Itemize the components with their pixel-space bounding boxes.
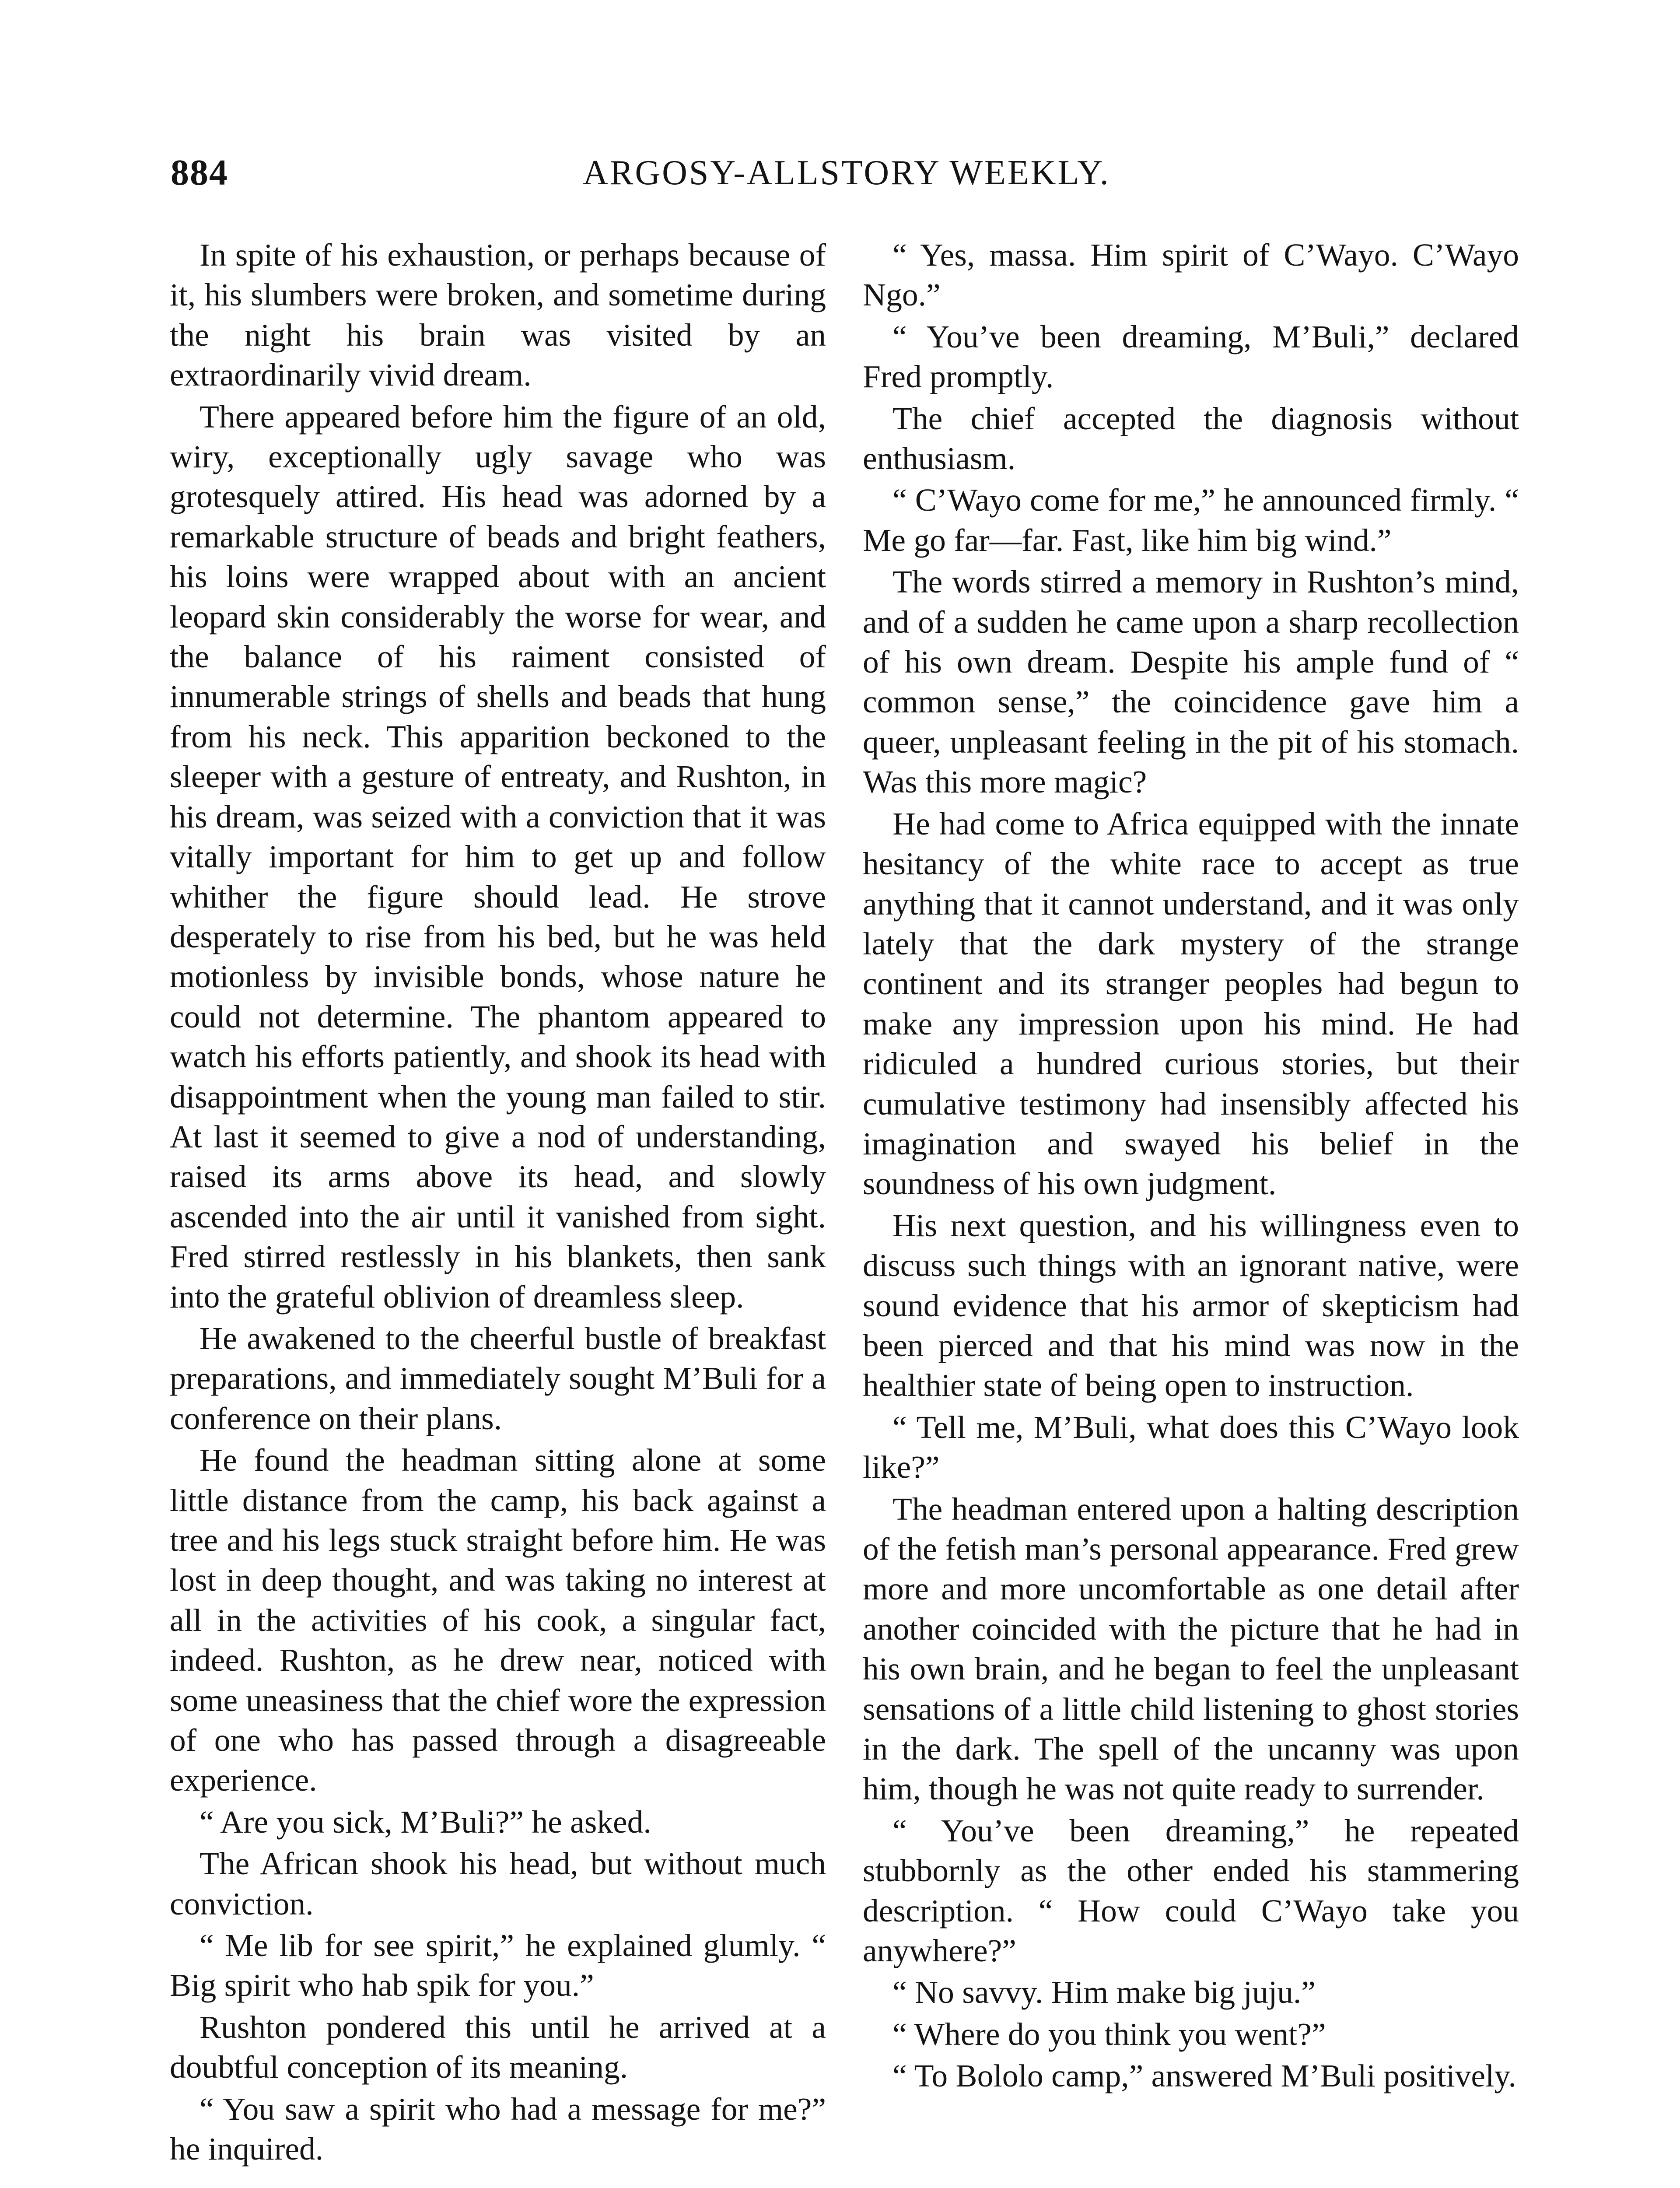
running-head: ARGOSY-ALLSTORY WEEKLY.	[583, 154, 1110, 192]
paragraph: He found the headman sitting alone at some little distance from the camp, his back against a tree and his legs stuck straight before him. He was lost in deep thought, and was taking no interest at all in the activities of his cook, a singular fact, indeed. Rushton, as he drew near, noticed with some uneasiness that the chief wore the expression of one who has passed through a disagreeable experience.	[170, 1442, 826, 1798]
paragraph: His next question, and his willingness even to discuss such things with an ignorant native, were sound evidence that his armor of skepticism had been pierced and that his mind was now in the healthier state of being open to instruction.	[863, 1207, 1519, 1403]
paragraph: “ You saw a spirit who had a message for me?” he inquired.	[170, 2091, 826, 2167]
left-column	[170, 235, 826, 2171]
page-header	[171, 147, 1522, 199]
paragraph: In spite of his exhaustion, or perhaps because of it, his slumbers were broken, and sometime during the night his brain was visited by an extraordinarily vivid dream.	[170, 237, 826, 393]
paragraph: He awakened to the cheerful bustle of breakfast preparations, and immediately sought M’Buli for a conference on their plans.	[170, 1320, 826, 1436]
paragraph: Rushton pondered this until he arrived at a doubtful conception of its meaning.	[170, 2009, 826, 2085]
page-number: 884	[171, 152, 228, 193]
paragraph: The headman entered upon a halting description of the fetish man’s personal appearance. Fred grew more and more uncomfortable as one detail after another coincided with the picture that he had in his own brain, and he began to feel the unpleasant sensations of a little child listening to ghost stories in the dark. The spell of the uncanny was upon him, though he was not quite ready to surrender.	[863, 1491, 1519, 1807]
paragraph: There appeared before him the figure of an old, wiry, exceptionally ugly savage who was grotesquely attired. His head was adorned by a remarkable structure of beads and bright feathers, his loins were wrapped about with an ancient leopard skin considerably the worse for wear, and the balance of his raiment consisted of innumerable strings of shells and beads that hung from his neck. This apparition beckoned to the sleeper with a gesture of entreaty, and Rushton, in his dream, was seized with a conviction that it was vitally important for him to get up and follow whither the figure should lead. He strove desperately to rise from his bed, but he was held motionless by invisible bonds, whose nature he could not determine. The phantom appeared to watch his efforts patiently, and shook its head with disappointment when the young man failed to stir. At last it seemed to give a nod of understanding, raised its arms above its head, and slowly ascended into the air until it vanished from sight. Fred stirred restlessly in his blankets, then sank into the grateful oblivion of dreamless sleep.	[170, 399, 826, 1315]
paragraph: “ Tell me, M’Buli, what does this C’Wayo look like?”	[863, 1409, 1519, 1485]
paragraph: “ Me lib for see spirit,” he explained glumly. “ Big spirit who hab spik for you.”	[170, 1928, 826, 2003]
paragraph: “ C’Wayo come for me,” he announced firmly. “ Me go far—far. Fast, like him big wind.”	[863, 482, 1519, 558]
paragraph: “ No savvy. Him make big juju.”	[892, 1974, 1316, 2010]
paragraph: The words stirred a memory in Rushton’s mind, and of a sudden he came upon a sharp recollection of his own dream. Despite his ample fund of “ common sense,” the coincidence gave him a queer, unpleasant feeling in the pit of his stomach. Was this more magic?	[863, 564, 1519, 800]
paragraph: “ You’ve been dreaming, M’Buli,” declared Fred promptly.	[863, 319, 1519, 395]
paragraph: The African shook his head, but without much conviction.	[170, 1846, 826, 1922]
right-column	[863, 235, 1519, 2098]
paragraph: The chief accepted the diagnosis without enthusiasm.	[863, 400, 1519, 477]
paragraph: “ Are you sick, M’Buli?” he asked.	[200, 1804, 651, 1840]
paragraph: “ Where do you think you went?”	[892, 2016, 1326, 2052]
paragraph: “ You’ve been dreaming,” he repeated stubbornly as the other ended his stammering description. “ How could C’Wayo take you anywhere?”	[863, 1813, 1519, 1969]
paragraph: “ To Bololo camp,” answered M’Buli positively.	[892, 2058, 1516, 2094]
paragraph: He had come to Africa equipped with the innate hesitancy of the white race to accept as true anything that it cannot understand, and it was only lately that the dark mystery of the strange continent and its stranger peoples had begun to make any impression upon his mind. He had ridiculed a hundred curious stories, but their cumulative testimony had insensibly affected his imagination and swayed his belief in the soundness of his own judgment.	[863, 806, 1519, 1202]
paragraph: “ Yes, massa. Him spirit of C’Wayo. C’Wayo Ngo.”	[863, 237, 1519, 313]
